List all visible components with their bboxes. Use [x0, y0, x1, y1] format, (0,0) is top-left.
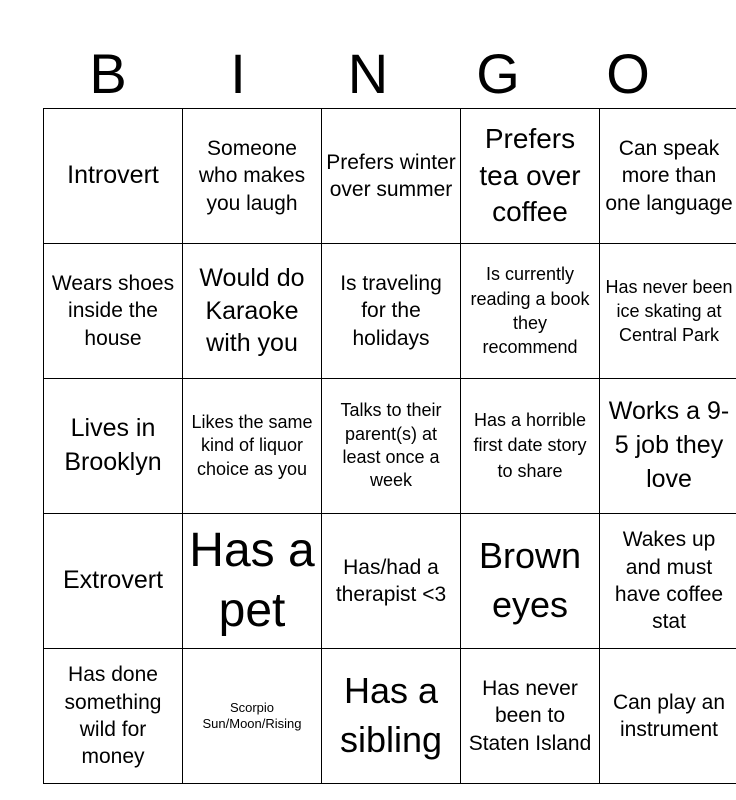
- header-letter-i: I: [230, 42, 246, 105]
- header-letter-o: O: [606, 42, 650, 105]
- bingo-cell[interactable]: [322, 244, 461, 379]
- bingo-cell[interactable]: [461, 109, 600, 244]
- header-letter-g: G: [476, 42, 520, 105]
- cell-text: Brown eyes: [478, 535, 582, 625]
- bingo-cell[interactable]: [183, 514, 322, 649]
- bingo-cell[interactable]: [461, 649, 600, 784]
- header-letter-n: N: [347, 42, 389, 105]
- bingo-cell[interactable]: [183, 649, 322, 784]
- cell-text: Can play an instrument: [612, 690, 726, 741]
- bingo-cell[interactable]: [44, 514, 183, 649]
- cell-text: Wakes up and must have coffee stat: [614, 528, 724, 634]
- cell-text: Extrovert: [62, 566, 164, 595]
- cell-text: Is traveling for the holidays: [340, 272, 442, 350]
- bingo-cell[interactable]: [44, 109, 183, 244]
- bingo-cell[interactable]: [600, 109, 736, 244]
- grid-row: [44, 244, 736, 379]
- bingo-cell[interactable]: [183, 109, 322, 244]
- cell-text: Is currently reading a book they recommend: [470, 264, 590, 358]
- bingo-cell[interactable]: [44, 244, 183, 379]
- bingo-cell[interactable]: [183, 244, 322, 379]
- cell-text: Lives in Brooklyn: [64, 414, 162, 476]
- cell-text: Scorpio Sun/Moon/Rising: [202, 700, 302, 731]
- cell-text: Prefers tea over coffee: [479, 122, 581, 228]
- bingo-cell[interactable]: [600, 379, 736, 514]
- cell-text: Has never been ice skating at Central Park: [605, 276, 733, 346]
- cell-text: Has a sibling: [339, 670, 443, 760]
- bingo-cell[interactable]: [600, 514, 736, 649]
- cell-text: Has a pet: [189, 524, 315, 637]
- bingo-cell[interactable]: [322, 514, 461, 649]
- bingo-cell[interactable]: [461, 514, 600, 649]
- cell-text: Likes the same kind of liquor choice as you: [191, 411, 313, 479]
- bingo-header: [43, 40, 693, 108]
- bingo-cell[interactable]: [44, 379, 183, 514]
- cell-text: Someone who makes you laugh: [198, 137, 306, 215]
- bingo-cell[interactable]: [600, 244, 736, 379]
- cell-text: Has done something wild for money: [64, 663, 162, 769]
- cell-text: Has never been to Staten Island: [468, 677, 592, 755]
- cell-text: Would do Karaoke with you: [199, 264, 305, 358]
- bingo-cell[interactable]: [183, 379, 322, 514]
- cell-text: Can speak more than one language: [605, 137, 733, 215]
- bingo-grid: [43, 108, 736, 784]
- grid-row: [44, 649, 736, 784]
- cell-text: Wears shoes inside the house: [51, 272, 175, 350]
- grid-row: [44, 379, 736, 514]
- grid-row: [44, 109, 736, 244]
- cell-text: Has a horrible first date story to share: [473, 410, 587, 481]
- cell-text: Introvert: [67, 161, 159, 190]
- bingo-cell[interactable]: [44, 649, 183, 784]
- grid-row: [44, 514, 736, 649]
- cell-text: Talks to their parent(s) at least once a week: [340, 400, 442, 491]
- bingo-cell[interactable]: [322, 379, 461, 514]
- header-letter-b: B: [89, 42, 127, 105]
- cell-text: Works a 9-5 job they love: [608, 397, 730, 493]
- cell-text: Has/had a therapist <3: [335, 555, 447, 606]
- bingo-cell[interactable]: [322, 649, 461, 784]
- bingo-cell[interactable]: [600, 649, 736, 784]
- cell-text: Prefers winter over summer: [326, 150, 456, 201]
- bingo-cell[interactable]: [461, 244, 600, 379]
- bingo-cell[interactable]: [461, 379, 600, 514]
- bingo-cell[interactable]: [322, 109, 461, 244]
